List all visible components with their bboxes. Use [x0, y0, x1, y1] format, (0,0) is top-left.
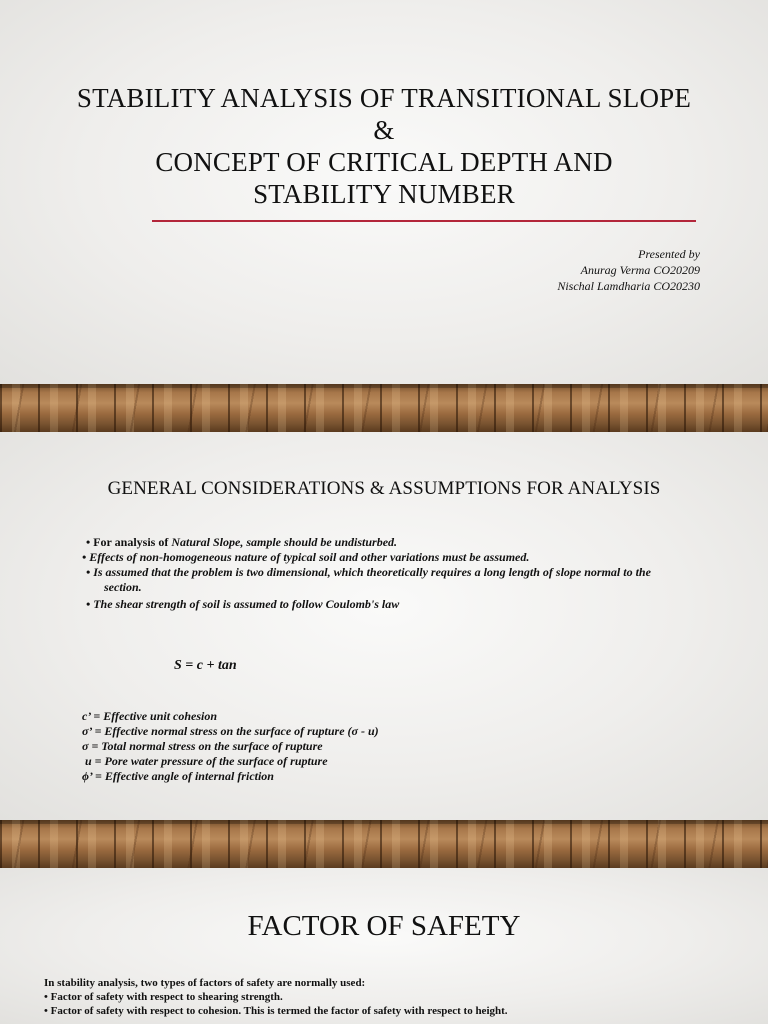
definitions-list	[82, 709, 379, 784]
wood-divider	[0, 384, 768, 432]
presented-by-label: Presented by	[638, 247, 700, 261]
slide-heading: FACTOR OF SAFETY	[247, 910, 521, 942]
list-item: • Effects of non-homogeneous nature of typical soil and other variations must be assumed.	[82, 550, 530, 564]
title-line-1: STABILITY ANALYSIS OF TRANSITIONAL SLOPE	[76, 83, 692, 113]
definition-item: σ’ = Effective normal stress on the surface of rupture (σ - u)	[82, 724, 379, 738]
definition-item: c’ = Effective unit cohesion	[82, 709, 218, 723]
title-divider	[152, 220, 696, 222]
title-line-4: STABILITY NUMBER	[253, 179, 515, 209]
slide-heading: GENERAL CONSIDERATIONS & ASSUMPTIONS FOR ANALYSIS	[107, 478, 661, 499]
text-line: • Factor of safety with respect to cohesion. This is termed the factor of safety with respect to height.	[44, 1005, 508, 1017]
slide-title-heading	[20, 82, 748, 210]
bullet-list	[82, 535, 698, 612]
text-line: In stability analysis, two types of factors of safety are normally used:	[44, 977, 366, 989]
list-item: • The shear strength of soil is assumed to follow Coulomb's law	[86, 597, 400, 611]
title-line-3: CONCEPT OF CRITICAL DEPTH AND	[155, 147, 613, 177]
text-line: • Factor of safety with respect to shearing strength.	[44, 991, 283, 1003]
coulomb-formula: S = c + tan	[174, 658, 237, 673]
list-item: • Is assumed that the problem is two dimensional, which theoretically requires a long length of slope normal to the section.	[86, 565, 651, 594]
title-line-2: &	[373, 115, 395, 145]
definition-item: σ = Total normal stress on the surface of rupture	[82, 739, 323, 753]
presenter-2: Nischal Lamdharia CO20230	[557, 279, 700, 293]
wood-divider	[0, 820, 768, 868]
slide-factor-of-safety	[0, 868, 768, 1024]
factor-of-safety-text	[44, 976, 748, 1018]
slide-title	[0, 0, 768, 384]
presenter-1: Anurag Verma CO20209	[580, 263, 700, 277]
slide-considerations	[0, 432, 768, 820]
list-item: • For analysis of Natural Slope, sample should be undisturbed.	[86, 535, 398, 549]
definition-item: ϕ’ = Effective angle of internal friction	[82, 769, 274, 783]
definition-item: u = Pore water pressure of the surface of rupture	[82, 754, 328, 768]
presenters-block	[557, 246, 700, 294]
